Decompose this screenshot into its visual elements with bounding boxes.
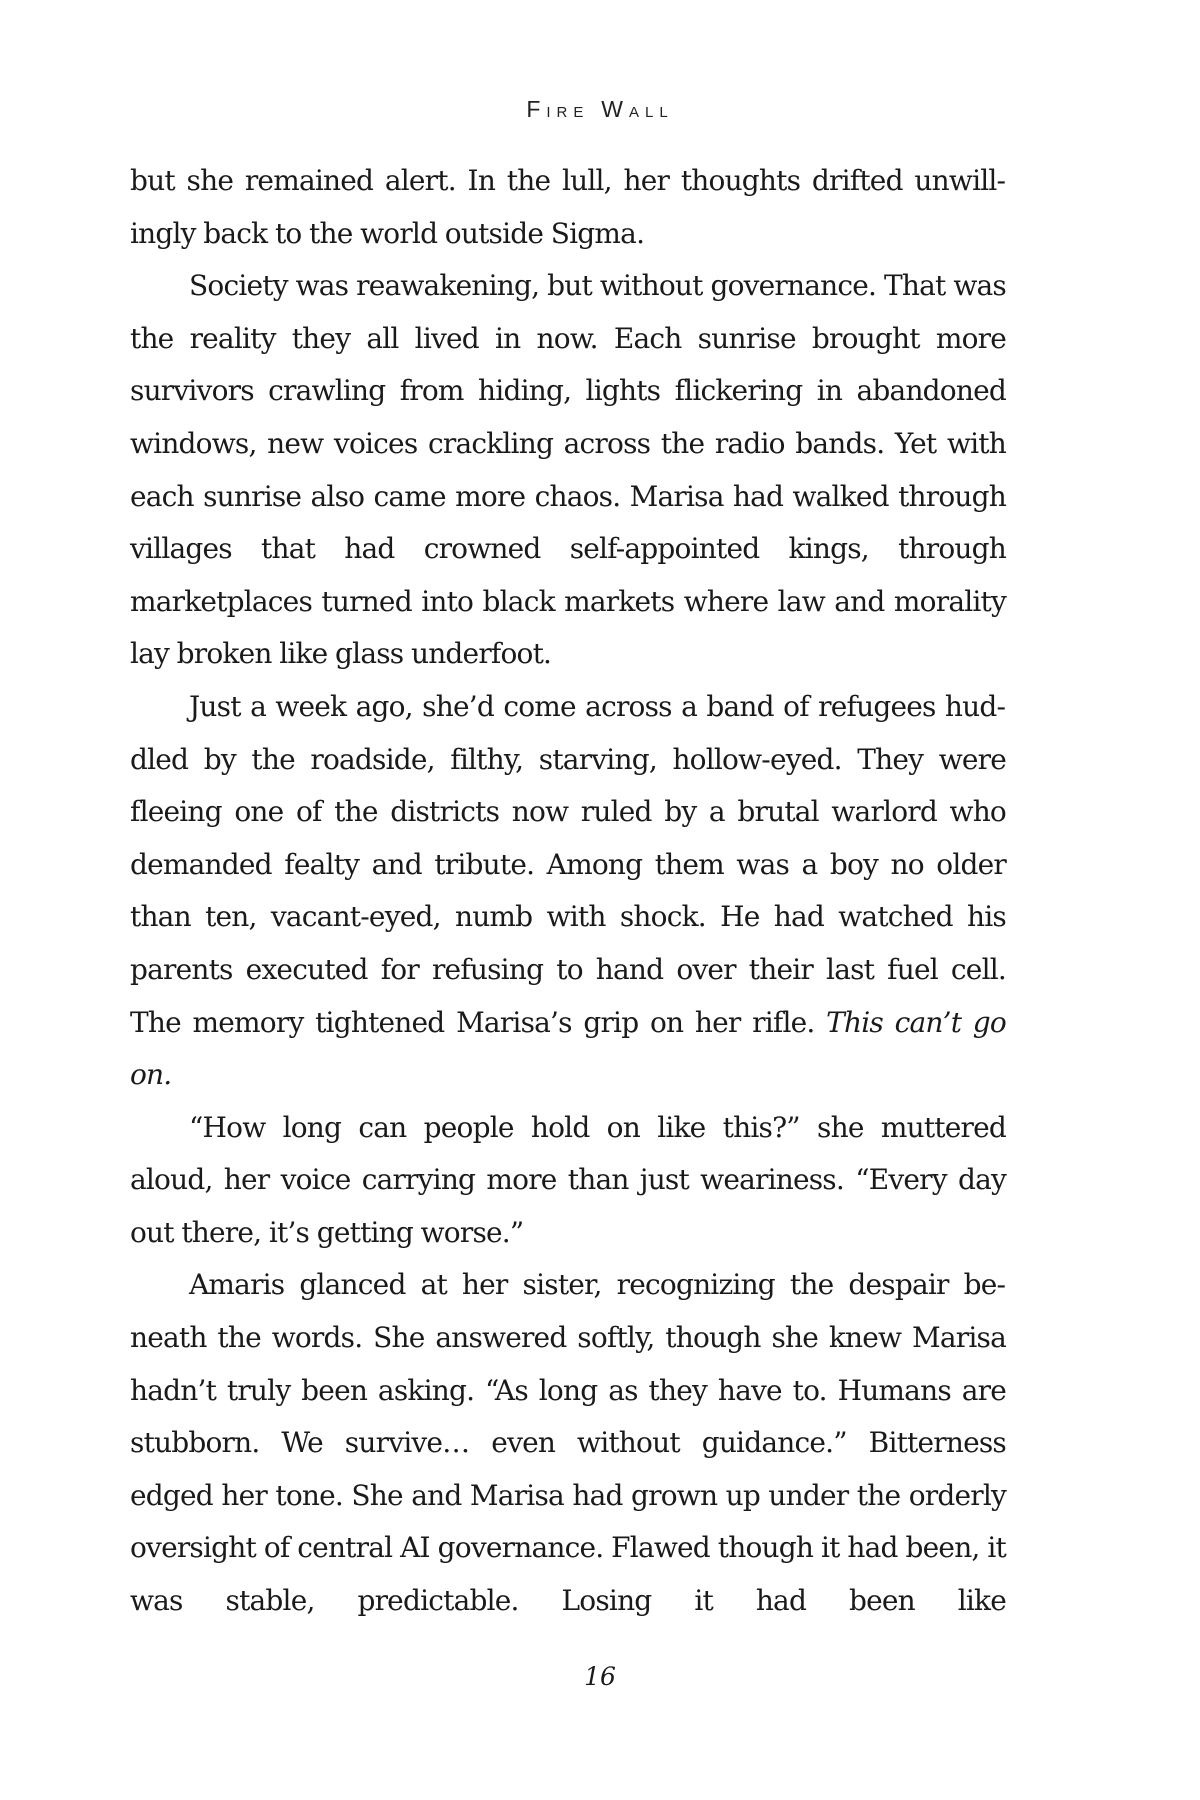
running-head xyxy=(0,96,1200,123)
running-head-rest-1: IRE xyxy=(546,104,590,121)
paragraph: Society was reawakening, but without governance. That was the reality they all lived in now. Each sunrise brought more survivors crawling from hiding, lights flickering in abandoned windows, new voices crackling across the radio bands. Yet with each sunrise also came more chaos. Marisa had walked through villages that had crowned self-appointed kings, through marketplaces turned into black markets where law and morality lay broken like glass underfoot. xyxy=(130,269,1006,671)
running-head-initial-2: W xyxy=(601,96,629,122)
paragraph-text: Just a week ago, she’d come across a band of refugees huddled by the roadside, filthy, starving, hollow-eyed. They were fleeing one of the districts now ruled by a brutal warlord who demanded fealty and tribute. Among them was a boy no older than ten, vacant-eyed, numb with shock. He had watched his parents executed for refusing to hand over their last fuel cell. The memory tightened Marisa’s grip on her rifle. xyxy=(130,689,1006,1039)
running-head-initial-1: F xyxy=(526,96,547,122)
paragraph: “How long can people hold on like this?” she muttered aloud, her voice carrying more than just weariness. “Every day out there, it’s getting worse.” xyxy=(130,1110,1006,1249)
paragraph: but she remained alert. In the lull, her thoughts drifted unwillingly back to the world outside Sigma. xyxy=(130,164,1006,250)
body-text xyxy=(130,155,1006,1628)
running-head-rest-2: ALL xyxy=(628,104,674,121)
paragraph xyxy=(130,681,1006,1102)
page-number: 16 xyxy=(584,1662,616,1691)
paragraph: Amaris glanced at her sister, recognizing the despair beneath the words. She answered softly, though she knew Marisa hadn’t truly been asking. “As long as they have to. Humans are stubborn. We survive… even without guidance.” Bitterness edged her tone. She and Marisa had grown up under the orderly oversight of central AI governance. Flawed though it had been, it was stable, predictable. Losing it had been like xyxy=(130,1268,1006,1618)
italic-thought: This can’t go on. xyxy=(130,1005,1006,1092)
